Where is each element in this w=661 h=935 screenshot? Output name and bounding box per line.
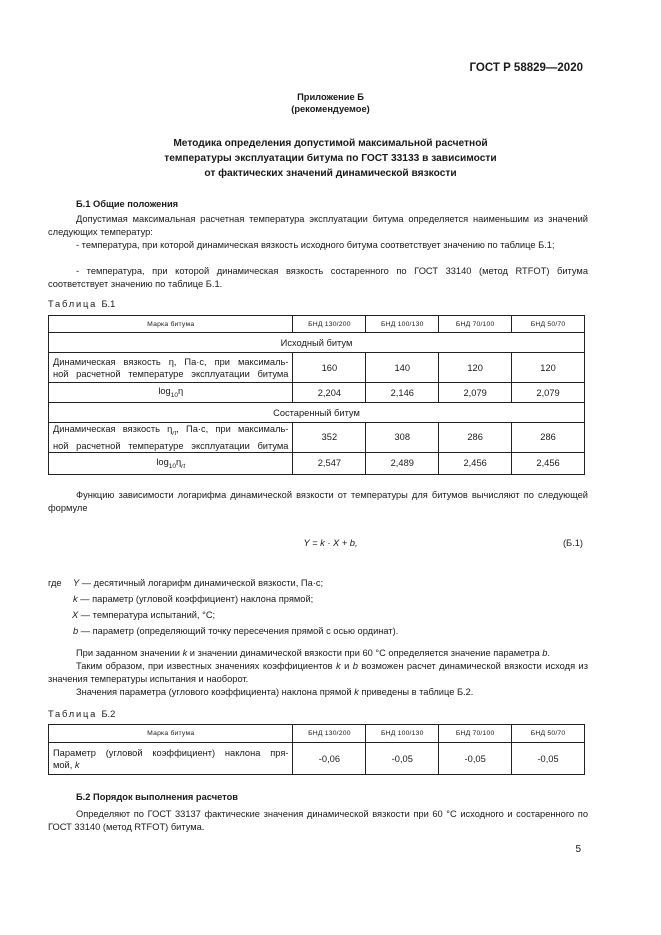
symbol-b: b xyxy=(542,648,548,658)
table-1-header-cell: Марка битума xyxy=(49,316,293,333)
where-b xyxy=(73,626,398,636)
table-1-row xyxy=(49,353,585,383)
table-1-group-label: Исходный битум xyxy=(49,333,585,353)
symbol-y: Y xyxy=(73,578,80,588)
where-lead: где xyxy=(48,578,62,588)
table-2-caption-number: Б.2 xyxy=(101,709,116,719)
where-b-text: — параметр (определяющий точку пересечения прямой с осью ординат). xyxy=(78,626,399,636)
formula-intro: Функцию зависимости логарифма динамической вязкости от температуры для битумов вычисляют по следующей формуле xyxy=(48,490,588,513)
section-1-paragraph-2: - температура, при которой динамическая вязкость исходного битума соответствует значению по таблице Б.1; xyxy=(76,240,555,250)
section-1-heading: Б.1 Общие положения xyxy=(76,199,179,209)
text: Таким образом, при известных значениях коэффициентов xyxy=(76,661,336,671)
table-1-row xyxy=(49,383,585,403)
table-2-header-cell: БНД 130/200 xyxy=(293,725,366,743)
log-text: log xyxy=(156,456,169,467)
table-1-group-row xyxy=(49,333,585,353)
where-y-text: — десятичный логарифм динамической вязкости, Па·с; xyxy=(79,578,324,588)
table-1-cell: 2,547 xyxy=(293,452,366,474)
symbol-k: k xyxy=(335,661,341,671)
symbol-k: k xyxy=(354,687,359,697)
main-title-line-1: Методика определения допустимой максимальной расчетной xyxy=(173,138,488,149)
rt-subscript: rt xyxy=(172,429,177,437)
table-1-header-row xyxy=(49,316,585,333)
paragraph-2-line-2 xyxy=(48,660,588,686)
log-subscript: 10 xyxy=(168,462,176,470)
table-1-header-cell: БНД 130/200 xyxy=(293,316,366,333)
log-text: log xyxy=(158,386,171,397)
table-1-group-label: Состаренный битум xyxy=(49,403,585,423)
document-header-id: ГОСТ Р 58829—2020 xyxy=(469,62,583,74)
table-1-cell: 2,456 xyxy=(512,452,585,474)
table-1-row-label-line: Динамическая вязкость η, Па·с, при максималь- xyxy=(53,356,289,367)
main-title-line-3: от фактических значений динамической вязкости xyxy=(204,168,457,179)
eta-symbol: η xyxy=(177,386,184,397)
table-2 xyxy=(48,724,585,775)
table-1-cell: 120 xyxy=(512,353,585,383)
text: Значения параметра (углового коэффициента) наклона прямой xyxy=(76,687,355,697)
where-x xyxy=(72,610,215,620)
table-1-caption xyxy=(48,299,115,309)
table-2-header-cell: БНД 100/130 xyxy=(366,725,439,743)
text: мой, xyxy=(53,759,75,770)
table-1-cell: 160 xyxy=(293,353,366,383)
table-1-cell: 308 xyxy=(366,423,439,453)
table-2-row xyxy=(49,743,585,775)
table-1-cell: 140 xyxy=(366,353,439,383)
formula-number: (Б.1) xyxy=(562,538,583,548)
section-2-paragraph-1: Определяют по ГОСТ 33137 фактические значения динамической вязкости при 60 °С исходного и состаренного по ГОСТ 33140 (метод RTFOT) битума. xyxy=(48,809,588,832)
eta-symbol: η xyxy=(175,456,182,467)
table-1-row-label xyxy=(49,353,293,383)
rt-subscript: rt xyxy=(181,462,186,470)
table-2-cell: -0,05 xyxy=(512,743,585,775)
table-2-cell: -0,06 xyxy=(293,743,366,775)
table-2-caption-prefix: Таблица xyxy=(48,709,98,719)
table-2-cell: -0,05 xyxy=(366,743,439,775)
appendix-note: (рекомендуемое) xyxy=(291,104,370,114)
table-1-header-cell: БНД 100/130 xyxy=(366,316,439,333)
text: . xyxy=(547,648,550,658)
symbol-k: k xyxy=(73,594,78,604)
section-2-heading: Б.2 Порядок выполнения расчетов xyxy=(76,792,238,802)
where-x-text: — температура испытаний, °С; xyxy=(78,610,216,620)
where-k xyxy=(73,594,313,604)
table-1-cell: 286 xyxy=(439,423,512,453)
label-text: Динамическая вязкость η xyxy=(53,424,173,434)
table-1-cell: 120 xyxy=(439,353,512,383)
table-1-row-label-line xyxy=(53,423,288,440)
paragraph-2-line-1 xyxy=(48,647,588,660)
table-1-caption-number: Б.1 xyxy=(101,299,116,309)
table-1-log-label xyxy=(49,383,293,403)
table-1-row-label-line: ной расчетной температуре эксплуатации битума xyxy=(53,368,289,379)
log-subscript: 10 xyxy=(170,391,178,399)
table-1-cell: 2,489 xyxy=(366,452,439,474)
appendix-title: Приложение Б xyxy=(297,92,364,102)
page-number: 5 xyxy=(575,844,581,855)
table-1-row-label xyxy=(49,423,293,453)
table-1-log-label xyxy=(49,452,293,474)
symbol-b: b xyxy=(352,661,358,671)
table-1-cell: 2,146 xyxy=(366,383,439,403)
table-1-cell: 286 xyxy=(512,423,585,453)
paragraph-2-line-3 xyxy=(48,686,588,699)
table-1-header-cell: БНД 50/70 xyxy=(512,316,585,333)
symbol-x: X xyxy=(72,610,79,620)
table-2-caption xyxy=(48,709,115,719)
table-2-header-cell: Марка битума xyxy=(49,725,293,743)
table-1-row xyxy=(49,452,585,474)
symbol-k: k xyxy=(74,759,80,770)
table-1-caption-prefix: Таблица xyxy=(48,299,98,309)
table-1-row xyxy=(49,423,585,453)
text: приведены в таблице Б.2. xyxy=(358,687,474,697)
label-text: , Па·с, при максималь- xyxy=(176,424,289,434)
where-k-text: — параметр (угловой коэффициент) наклона прямой; xyxy=(77,594,314,604)
table-1 xyxy=(48,315,585,475)
table-1-cell: 2,079 xyxy=(512,383,585,403)
table-1-header-cell: БНД 70/100 xyxy=(439,316,512,333)
text: При заданном значении xyxy=(76,648,183,658)
text: возможен расчет динамической вязкости исходя из значения температуры испытания и наоборот. xyxy=(48,661,588,684)
where-y xyxy=(73,578,323,588)
table-1-cell: 2,204 xyxy=(293,383,366,403)
main-title-line-2: температуры эксплуатации битума по ГОСТ 33133 в зависимости xyxy=(164,153,497,164)
symbol-k: k xyxy=(182,648,188,658)
section-1-paragraph-1: Допустимая максимальная расчетная температура эксплуатации битума определяется наименьшим из значений следующих температур: xyxy=(48,214,588,237)
section-1-paragraph-3: - температура, при которой динамическая вязкость состаренного по ГОСТ 33140 (метод RTFOT) битума соответствует значению по таблице Б.1. xyxy=(48,266,588,289)
table-2-row-label-line xyxy=(53,759,288,771)
table-2-row-label-line: Параметр (угловой коэффициент) наклона пря- xyxy=(53,747,289,758)
table-2-row-label xyxy=(49,743,293,775)
table-2-cell: -0,05 xyxy=(439,743,512,775)
table-1-cell: 2,456 xyxy=(439,452,512,474)
table-2-header-cell: БНД 70/100 xyxy=(439,725,512,743)
table-1-cell: 352 xyxy=(293,423,366,453)
table-2-header-row xyxy=(49,725,585,743)
table-1-cell: 2,079 xyxy=(439,383,512,403)
text: и xyxy=(340,661,353,671)
table-2-header-cell: БНД 50/70 xyxy=(512,725,585,743)
table-1-row-label-line: ной расчетной температуре эксплуатации битума xyxy=(53,440,289,451)
table-1-group-row xyxy=(49,403,585,423)
text: и значении динамической вязкости при 60 °С определяется значение параметра xyxy=(187,648,543,658)
formula-b1: Y = k · X + b, xyxy=(303,538,358,548)
symbol-b: b xyxy=(73,626,79,636)
